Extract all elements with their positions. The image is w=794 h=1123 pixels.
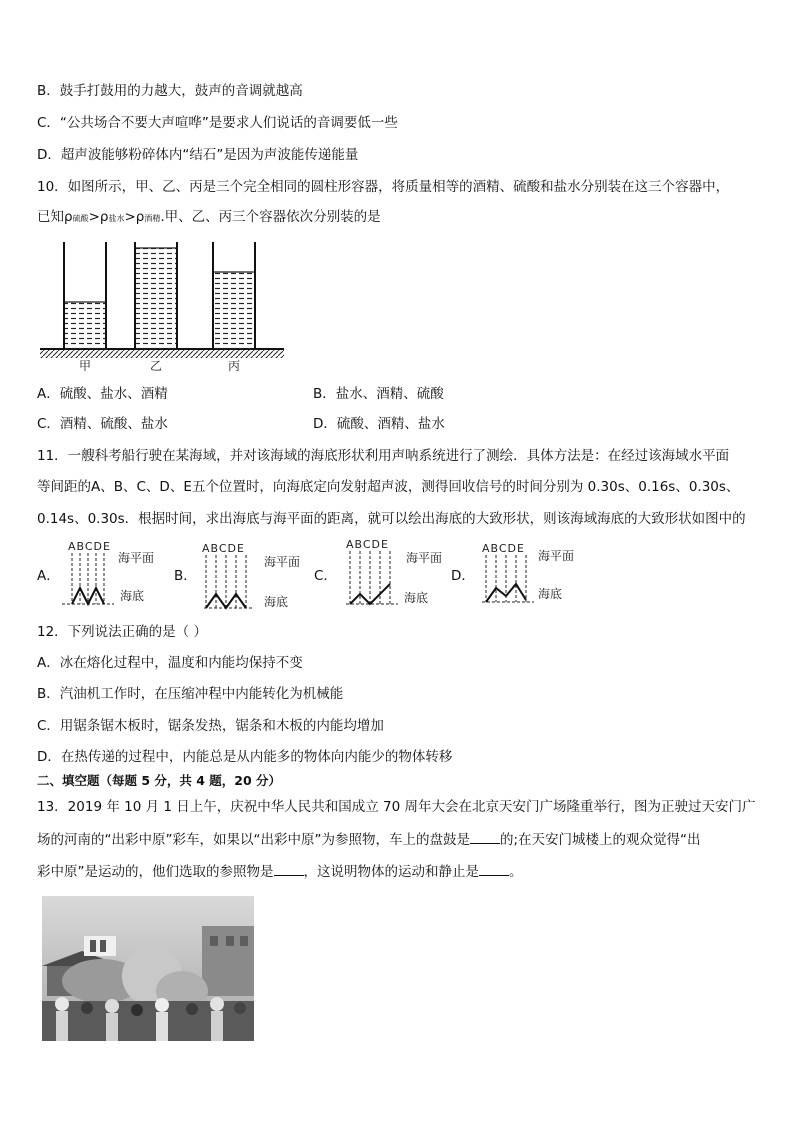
q11-option-d-figure (478, 540, 596, 612)
q10-option-c: C．酒精、硫酸、盐水 (37, 416, 168, 432)
q11-option-c-figure (340, 536, 458, 608)
svg-text:ABCDE: ABCDE (68, 540, 111, 553)
q11-option-c-letter: C． (314, 568, 337, 584)
q13-stem-line3: 彩中原”是运动的，他们选取的参照物是 ，这说明物体的运动和静止是 。 (37, 861, 523, 882)
q12-stem: 12．下列说法正确的是（ ） (37, 624, 207, 640)
q9-option-b: B．鼓手打鼓用的力越大，鼓声的音调就越高 (37, 83, 303, 99)
svg-text:海底: 海底 (264, 595, 289, 609)
svg-text:海底: 海底 (538, 587, 563, 601)
q13-stem-line1: 13．2019 年 10 月 1 日上午，庆祝中华人民共和国成立 70 周年大会在北京天安门广场隆重举行，图为正驶过天安门广 (37, 799, 756, 815)
blank-1[interactable] (470, 829, 500, 844)
section-fill-blank-heading: 二、填空题（每题 5 分，共 4 题，20 分） (37, 773, 282, 788)
q11-stem-line3: 0.14s、0.30s．根据时间，求出海底与海平面的距离，就可以绘出海底的大致形状，则该海域海底的大致形状如图中的 (37, 511, 746, 527)
q12-option-c: C．用锯条锯木板时，锯条发热，锯条和木板的内能均增加 (37, 718, 384, 734)
q10-option-a: A．硫酸、盐水、酒精 (37, 386, 168, 402)
svg-text:ABCDE: ABCDE (482, 542, 525, 555)
svg-text:ABCDE: ABCDE (346, 538, 389, 551)
q10-option-b: B．盐水、酒精、硫酸 (313, 386, 444, 402)
parade-float-photo (42, 896, 254, 1041)
svg-text:ABCDE: ABCDE (202, 542, 245, 555)
q12-option-b: B．汽油机工作时，在压缩冲程中内能转化为机械能 (37, 686, 344, 702)
q11-stem-line1: 11．一艘科考船行驶在某海域，并对该海域的海底形状利用声呐系统进行了测绘．具体方法是：在经过该海域水平面 (37, 448, 730, 464)
q10-containers-figure (38, 236, 290, 376)
container-jia (64, 242, 106, 349)
q10-option-d: D．硫酸、酒精、盐水 (313, 416, 445, 432)
label-bing: 丙 (227, 359, 241, 373)
q11-option-b-figure (198, 540, 316, 612)
q9-option-c: C．“公共场合不要大声喧哗”是要求人们说话的音调要低一些 (37, 115, 398, 131)
q9-option-d: D．超声波能够粉碎体内“结石”是因为声波能传递能量 (37, 147, 359, 163)
svg-text:海底: 海底 (120, 589, 145, 603)
q12-option-a: A．冰在熔化过程中，温度和内能均保持不变 (37, 655, 303, 671)
svg-text:海平面: 海平面 (118, 551, 155, 565)
svg-text:海平面: 海平面 (538, 549, 575, 563)
q13-stem-line2: 场的河南的“出彩中原”彩车，如果以“出彩中原”为参照物，车上的盘鼓是 的;在天安门城楼上的观众觉得“出 (37, 829, 701, 850)
blank-3[interactable] (479, 861, 509, 876)
container-bing (213, 242, 255, 349)
svg-text:海平面: 海平面 (406, 551, 443, 565)
svg-text:海平面: 海平面 (264, 555, 301, 569)
svg-text:海底: 海底 (404, 591, 429, 605)
q10-stem-line1: 10．如图所示，甲、乙、丙是三个完全相同的圆柱形容器，将质量相等的酒精、硫酸和盐水分别装在这三个容器中， (37, 179, 730, 195)
q11-option-a-figure (62, 538, 180, 610)
q11-option-d-letter: D． (451, 568, 475, 584)
ground-hatch (40, 349, 284, 358)
q12-option-d: D．在热传递的过程中，内能总是从内能多的物体向内能少的物体转移 (37, 749, 453, 765)
q11-option-a-letter: A． (37, 568, 60, 584)
q10-stem-line2: 已知ρ硫酸>ρ盐水>ρ酒精.甲、乙、丙三个容器依次分别装的是 (37, 209, 381, 225)
q11-stem-line2: 等间距的A、B、C、D、E五个位置时，向海底定向发射超声波，测得回收信号的时间分别为 0.30s、0.16s、0.30s、 (37, 479, 740, 495)
q11-option-b-letter: B． (174, 568, 197, 584)
label-yi: 乙 (149, 359, 163, 373)
container-yi (135, 242, 177, 349)
label-jia: 甲 (78, 359, 92, 373)
blank-2[interactable] (274, 861, 304, 876)
